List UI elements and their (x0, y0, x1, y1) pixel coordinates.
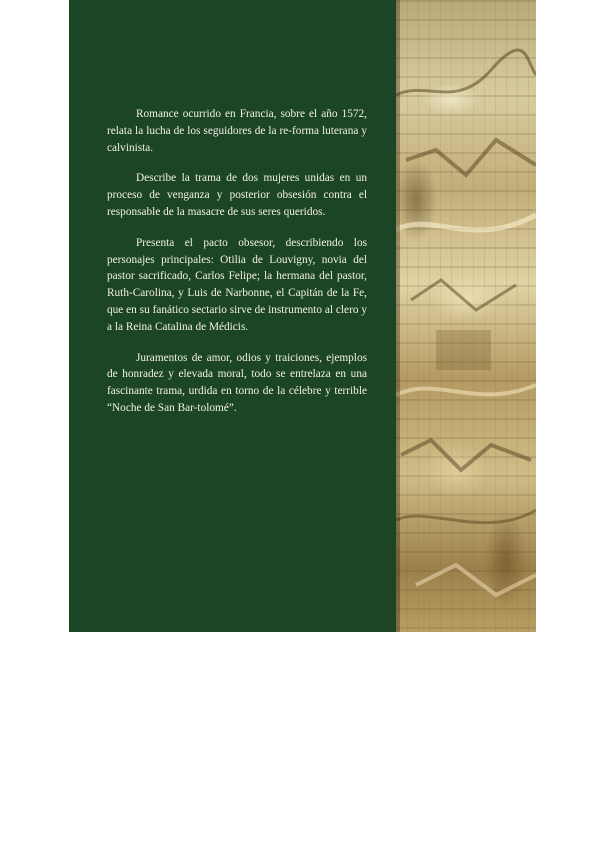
historical-painting-strip (396, 0, 536, 632)
painting-detail-graphic (396, 0, 536, 632)
synopsis-paragraph-3: Presenta el pacto obsesor, describiendo los personajes principales: Otilia de Louvigny, novia del pastor sacrificado, Carlos Felipe; la hermana del pastor, Ruth-Carolina, y Luis de Narbonne, el Capitán de la Fe, que en su fanático sectario sirve de instrumento al clero y a la Reina Catalina de Médicis. (107, 236, 367, 333)
back-cover (69, 0, 536, 632)
synopsis-paragraph-1: Romance ocurrido en Francia, sobre el año 1572, relata la lucha de los seguidores de la re-forma luterana y calvinista. (107, 108, 367, 154)
synopsis-paragraph-2: Describe la trama de dos mujeres unidas en un proceso de venganza y posterior obsesión contra el responsable de la masacre de sus seres queridos. (107, 172, 367, 218)
synopsis-paragraph-4: Juramentos de amor, odios y traiciones, ejemplos de honradez y elevada moral, todo se entrelaza en una fascinante trama, urdida en torno de la célebre y terrible “Noche de San Bar-tolomé”. (107, 351, 367, 414)
synopsis-text (107, 106, 367, 431)
